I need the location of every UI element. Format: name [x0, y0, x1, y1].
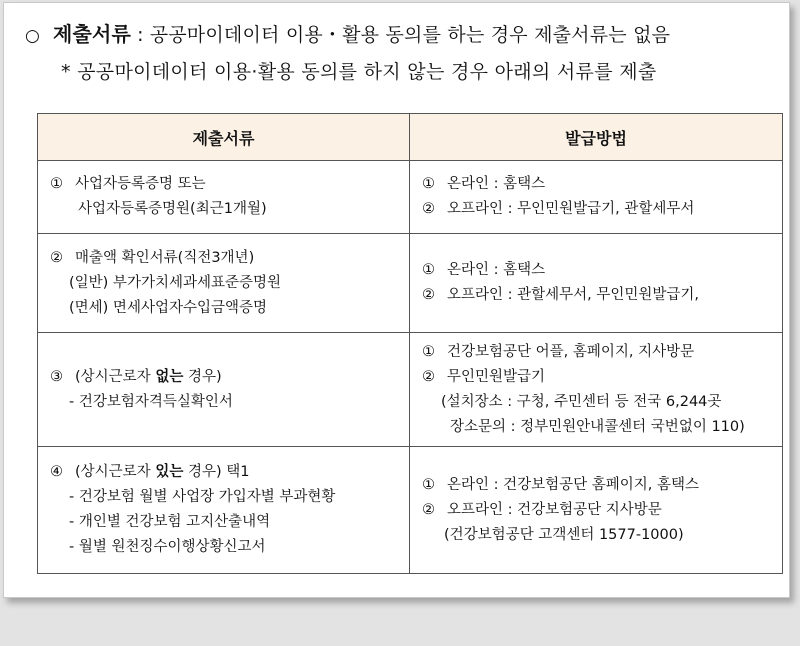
doc-text: 매출액 확인서류(직전3개년): [75, 249, 255, 266]
doc-emphasis: 없는: [155, 368, 184, 385]
doc-emphasis: 있는: [155, 464, 184, 480]
table-row: [38, 234, 783, 333]
item-number: ③: [50, 368, 63, 385]
doc-cell: [38, 161, 410, 234]
method-line: (설치장소 : 구청, 주민센터 등 전국 6,244곳: [441, 393, 722, 410]
doc-cell: [38, 447, 410, 574]
method-text: 오프라인 : 무인민원발급기, 관할세무서: [447, 201, 695, 217]
doc-line: [50, 365, 409, 390]
header-line-2: * 공공마이데이터 이용·활용 동의를 하지 않는 경우 아래의 서류를 제출: [61, 61, 657, 83]
method-line: 장소문의 : 정부민원안내콜센터 국번없이 110): [450, 418, 745, 435]
method-line: (건강보험공단 고객센터 1577-1000): [444, 526, 684, 543]
method-cell: [410, 161, 783, 234]
header-colon: :: [137, 24, 144, 46]
doc-line: [50, 246, 409, 271]
header-line-1-text: 공공마이데이터 이용・활용 동의를 하는 경우 제출서류는 없음: [149, 24, 671, 46]
item-number: ①: [50, 176, 63, 192]
doc-text: 경우): [187, 368, 222, 385]
method-text: 온라인 : 건강보험공단 홈페이지, 홈택스: [447, 476, 700, 493]
col-header-documents: 제출서류: [38, 114, 410, 161]
doc-text: (상시근로자: [75, 464, 151, 480]
item-number: ①: [422, 476, 435, 493]
doc-line: - 건강보험자격득실확인서: [69, 393, 233, 410]
table-header-row: [38, 114, 783, 161]
item-number: ①: [422, 262, 435, 278]
method-cell: [410, 333, 783, 447]
method-cell: [410, 447, 783, 574]
method-text: 무인민원발급기: [447, 368, 546, 385]
doc-line: (면세) 면세사업자수입금액증명: [69, 299, 268, 316]
col-header-method: 발급방법: [410, 114, 783, 161]
item-number: ①: [422, 176, 435, 192]
doc-line: 사업자등록증명원(최근1개월): [78, 201, 267, 217]
item-number: ②: [50, 249, 63, 266]
doc-line: - 건강보험 월별 사업장 가입자별 부과현황: [69, 489, 336, 505]
doc-line: - 월별 원천징수이행상황신고서: [69, 539, 266, 555]
document-page: [3, 2, 790, 598]
method-text: 오프라인 : 관할세무서, 무인민원발급기,: [447, 287, 700, 303]
doc-cell: [38, 333, 410, 447]
method-cell: [410, 234, 783, 333]
method-line: [422, 473, 782, 498]
method-line: [422, 283, 782, 308]
item-number: ④: [50, 464, 63, 480]
table-row: [38, 447, 783, 574]
method-line: [422, 365, 782, 390]
doc-line: [50, 172, 409, 197]
method-line: [422, 498, 782, 523]
documents-table: [37, 113, 783, 574]
header-line-1: [25, 18, 670, 47]
item-number: ②: [422, 201, 435, 217]
doc-text: 사업자등록증명 또는: [75, 176, 206, 192]
doc-cell: [38, 234, 410, 333]
method-text: 오프라인 : 건강보험공단 지사방문: [447, 501, 662, 518]
method-text: 건강보험공단 어플, 홈페이지, 지사방문: [447, 343, 695, 360]
table-row: [38, 161, 783, 234]
item-number: ②: [422, 501, 435, 518]
doc-line: [50, 460, 409, 485]
item-number: ②: [422, 368, 435, 385]
item-number: ①: [422, 343, 435, 360]
doc-line: - 개인별 건강보험 고지산출내역: [69, 514, 271, 530]
doc-text: (상시근로자: [75, 368, 151, 385]
table-row: [38, 333, 783, 447]
doc-text: 경우) 택1: [187, 464, 250, 480]
header-term: 제출서류: [53, 22, 132, 46]
method-line: [422, 258, 782, 283]
method-text: 온라인 : 홈택스: [447, 262, 546, 278]
method-line: [422, 197, 782, 222]
method-text: 온라인 : 홈택스: [447, 176, 546, 192]
method-line: [422, 340, 782, 365]
item-number: ②: [422, 287, 435, 303]
doc-line: (일반) 부가가치세과세표준증명원: [69, 274, 282, 291]
bullet-circle: ○: [25, 26, 41, 46]
method-line: [422, 172, 782, 197]
